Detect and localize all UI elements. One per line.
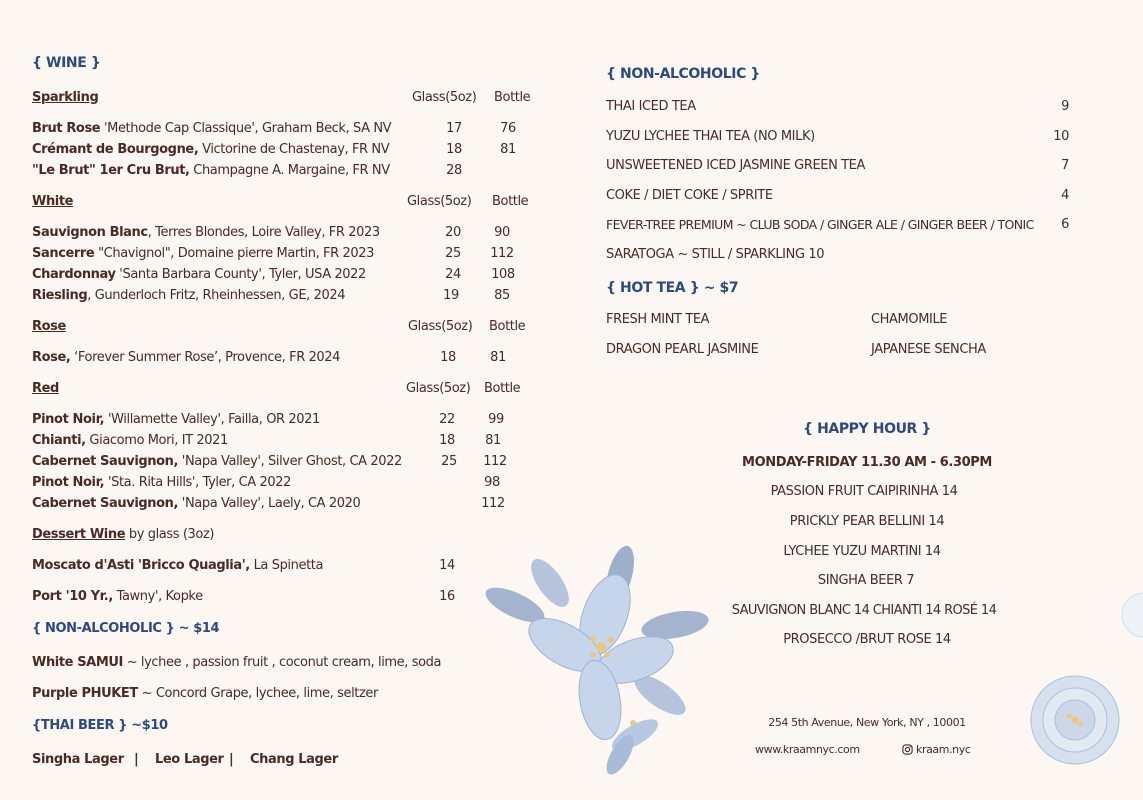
wine-item: Chardonnay 'Santa Barbara County', Tyler, USA 2022 bbox=[32, 267, 366, 282]
tea-item: JAPANESE SENCHA bbox=[871, 342, 986, 357]
rose-decoration-icon bbox=[1025, 670, 1125, 770]
non-alcoholic-cocktails-title: { NON-ALCOHOLIC } ~ $14 bbox=[32, 621, 220, 636]
bottle-price: 112 bbox=[481, 496, 505, 511]
drink-item: SARATOGA ~ STILL / SPARKLING 10 bbox=[606, 247, 825, 262]
happy-hour-item: PRICKLY PEAR BELLINI 14 bbox=[789, 514, 945, 529]
rose-bottle-label: Bottle bbox=[489, 319, 526, 334]
glass-price: 18 bbox=[446, 142, 462, 157]
non-alcoholic-title: { NON-ALCOHOLIC } bbox=[606, 66, 760, 82]
drink-price: 4 bbox=[1061, 188, 1069, 203]
wine-item: Chianti, Giacomo Mori, IT 2021 bbox=[32, 433, 228, 448]
white-heading: White bbox=[32, 194, 74, 209]
happy-hour-hours: MONDAY-FRIDAY 11.30 AM - 6.30PM bbox=[742, 455, 992, 470]
glass-price: 22 bbox=[439, 412, 455, 427]
flower-decoration-icon bbox=[455, 535, 715, 775]
glass-price: 18 bbox=[439, 433, 455, 448]
drink-item: COKE / DIET COKE / SPRITE bbox=[606, 188, 773, 203]
bottle-price: 99 bbox=[488, 412, 504, 427]
glass-price: 19 bbox=[443, 288, 459, 303]
sparkling-bottle-label: Bottle bbox=[494, 90, 531, 105]
wine-item: Sauvignon Blanc, Terres Blondes, Loire Valley, FR 2023 bbox=[32, 225, 380, 240]
glass-price: 14 bbox=[439, 558, 455, 573]
glass-price: 24 bbox=[445, 267, 461, 282]
red-heading: Red bbox=[32, 381, 59, 396]
drink-item: FEVER-TREE PREMIUM ~ CLUB SODA / GINGER ALE / GINGER BEER / TONIC bbox=[606, 217, 1034, 232]
glass-price: 16 bbox=[439, 589, 455, 604]
happy-hour-item: SAUVIGNON BLANC 14 CHIANTI 14 ROSÉ 14 bbox=[731, 603, 997, 618]
glass-price: 17 bbox=[446, 121, 462, 136]
wine-item: Cabernet Sauvignon, 'Napa Valley', Silver Ghost, CA 2022 bbox=[32, 454, 402, 469]
wine-item: Riesling, Gunderloch Fritz, Rheinhessen, GE, 2024 bbox=[32, 288, 346, 303]
happy-hour-item: PROSECCO /BRUT ROSE 14 bbox=[783, 632, 951, 647]
tea-item: FRESH MINT TEA bbox=[606, 312, 710, 327]
beer-item: Singha Lager bbox=[32, 752, 124, 767]
glass-price: 28 bbox=[446, 163, 462, 178]
beer-item: Chang Lager bbox=[250, 752, 338, 767]
thai-beer-title: {THAI BEER } ~$10 bbox=[32, 718, 168, 733]
wine-item: Pinot Noir, 'Willamette Valley', Failla, OR 2021 bbox=[32, 412, 320, 427]
beer-separator: | bbox=[229, 752, 234, 767]
drink-item: UNSWEETENED ICED JASMINE GREEN TEA bbox=[606, 158, 865, 173]
address: 254 5th Avenue, New York, NY , 10001 bbox=[768, 716, 966, 729]
drink-price: 9 bbox=[1061, 99, 1069, 114]
website-link[interactable]: www.kraamnyc.com bbox=[755, 743, 860, 756]
white-bottle-label: Bottle bbox=[492, 194, 529, 209]
happy-hour-item: SINGHA BEER 7 bbox=[817, 573, 915, 588]
happy-hour-item: PASSION FRUIT CAIPIRINHA 14 bbox=[770, 484, 958, 499]
drink-price: 7 bbox=[1061, 158, 1069, 173]
white-glass-label: Glass(5oz) bbox=[407, 194, 472, 209]
glass-price: 20 bbox=[445, 225, 461, 240]
bottle-price: 76 bbox=[500, 121, 516, 136]
glass-price: 25 bbox=[441, 454, 457, 469]
hot-tea-title: { HOT TEA } ~ $7 bbox=[606, 280, 739, 296]
glass-price: 18 bbox=[440, 350, 456, 365]
rose-heading: Rose bbox=[32, 319, 66, 334]
instagram-text: kraam.nyc bbox=[916, 743, 971, 756]
sparkling-heading: Sparkling bbox=[32, 90, 99, 105]
bottle-price: 98 bbox=[484, 475, 500, 490]
wine-item: Rose, ‘Forever Summer Rose’, Provence, FR 2024 bbox=[32, 350, 341, 365]
drink-item: YUZU LYCHEE THAI TEA (NO MILK) bbox=[606, 129, 815, 144]
red-bottle-label: Bottle bbox=[484, 381, 521, 396]
wine-section-title: { WINE } bbox=[32, 55, 101, 71]
wine-item: Pinot Noir, 'Sta. Rita Hills', Tyler, CA 2022 bbox=[32, 475, 291, 490]
bottle-price: 81 bbox=[485, 433, 501, 448]
rose-glass-label: Glass(5oz) bbox=[408, 319, 473, 334]
bottle-price: 108 bbox=[491, 267, 515, 282]
drink-price: 10 bbox=[1053, 129, 1069, 144]
glass-price: 25 bbox=[445, 246, 461, 261]
wine-item: Cabernet Sauvignon, 'Napa Valley', Laely, CA 2020 bbox=[32, 496, 361, 511]
bottle-price: 112 bbox=[490, 246, 514, 261]
bottle-price: 81 bbox=[500, 142, 516, 157]
bottle-price: 85 bbox=[494, 288, 510, 303]
red-glass-label: Glass(5oz) bbox=[406, 381, 471, 396]
drink-item: THAI ICED TEA bbox=[606, 99, 696, 114]
edge-flower-decoration-icon bbox=[1118, 585, 1143, 645]
tea-item: DRAGON PEARL JASMINE bbox=[606, 342, 759, 357]
happy-hour-title: { HAPPY HOUR } bbox=[803, 421, 931, 437]
beer-item: Leo Lager bbox=[155, 752, 224, 767]
cocktail-item: White SAMUI ~ lychee , passion fruit , coconut cream, lime, soda bbox=[32, 655, 442, 670]
wine-item: Brut Rose 'Methode Cap Classique', Graham Beck, SA NV bbox=[32, 121, 392, 136]
bottle-price: 81 bbox=[490, 350, 506, 365]
wine-item: Sancerre "Chavignol", Domaine pierre Martin, FR 2023 bbox=[32, 246, 374, 261]
instagram-handle[interactable] bbox=[902, 743, 971, 756]
beer-separator: | bbox=[134, 752, 139, 767]
wine-item: Port '10 Yr., Tawny', Kopke bbox=[32, 589, 203, 604]
wine-item: "Le Brut" 1er Cru Brut, Champagne A. Margaine, FR NV bbox=[32, 163, 390, 178]
dessert-heading: Dessert Wine by glass (3oz) bbox=[32, 527, 215, 542]
drink-price: 6 bbox=[1061, 217, 1069, 232]
tea-item: CHAMOMILE bbox=[871, 312, 948, 327]
instagram-icon bbox=[902, 744, 913, 755]
bottle-price: 90 bbox=[494, 225, 510, 240]
sparkling-glass-label: Glass(5oz) bbox=[412, 90, 477, 105]
happy-hour-item: LYCHEE YUZU MARTINI 14 bbox=[783, 544, 941, 559]
wine-item: Crémant de Bourgogne, Victorine de Chastenay, FR NV bbox=[32, 142, 390, 157]
cocktail-item: Purple PHUKET ~ Concord Grape, lychee, lime, seltzer bbox=[32, 686, 378, 701]
wine-item: Moscato d'Asti 'Bricco Quaglia', La Spinetta bbox=[32, 558, 324, 573]
bottle-price: 112 bbox=[483, 454, 507, 469]
